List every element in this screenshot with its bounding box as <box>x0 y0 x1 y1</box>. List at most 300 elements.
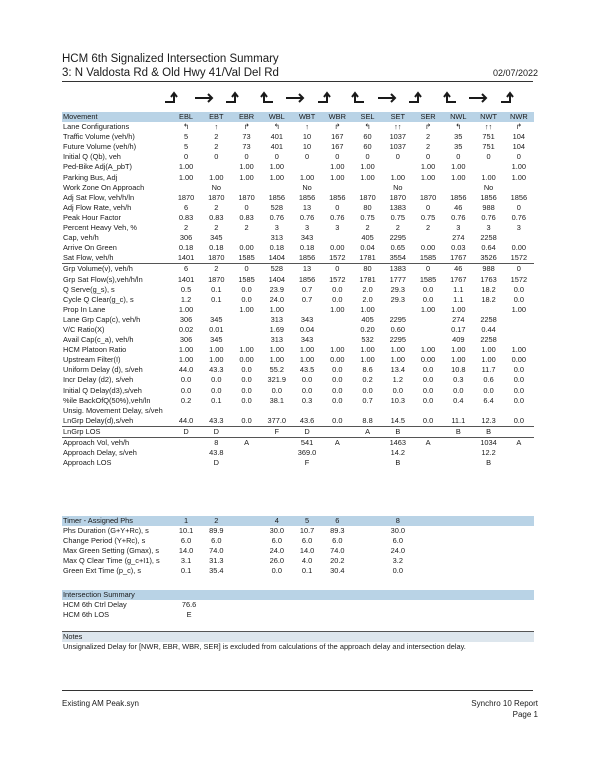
table-cell: 1.00 <box>420 162 436 172</box>
table-cell: 5 <box>183 132 189 142</box>
row-label: Approach LOS <box>63 458 112 468</box>
table-cell: 0.76 <box>481 212 496 222</box>
table-cell: 1.00 <box>360 162 375 172</box>
table-cell: 0.0 <box>211 385 222 395</box>
table-cell: 1.00 <box>390 355 405 365</box>
table-cell: 1.00 <box>390 345 405 355</box>
table-cell <box>201 305 231 315</box>
table-cell: 1.00 <box>299 172 315 182</box>
table-cell: 0.0 <box>513 365 524 375</box>
table-cell <box>352 546 382 556</box>
table-cell: 6.0 <box>301 536 313 546</box>
right-turn-icon <box>496 88 522 108</box>
table-cell: 1.00 <box>390 172 405 182</box>
report-date: 02/07/2022 <box>492 68 538 78</box>
table-cell: 2 <box>214 142 219 152</box>
table-cell: 1463 <box>383 438 413 449</box>
table-row <box>62 458 534 468</box>
through-icon <box>374 88 400 108</box>
table-cell: 3 <box>516 223 521 233</box>
table-cell: 14.5 <box>390 415 405 425</box>
table-cell: 0.76 <box>511 212 527 222</box>
table-cell <box>504 183 534 193</box>
table-cell: 3.2 <box>392 556 403 566</box>
table-cell <box>504 335 534 345</box>
table-cell: 1.00 <box>269 172 284 182</box>
row-label: Approach Vol, veh/h <box>62 438 171 449</box>
table-cell: No <box>393 182 403 192</box>
table-cell: 0.0 <box>453 385 464 395</box>
row-label: Incr Delay (d2), s/veh <box>63 375 134 385</box>
table-cell: 306 <box>179 314 193 324</box>
table-cell <box>413 183 443 193</box>
table-row <box>62 416 534 427</box>
table-cell <box>231 315 261 325</box>
row-label: Initial Q (Qb), veh <box>63 152 121 162</box>
table-cell: 1781 <box>359 274 376 284</box>
table-cell: 0.7 <box>301 294 313 304</box>
table-cell: 274 <box>452 233 465 243</box>
table-cell: 0.0 <box>422 284 434 294</box>
table-cell: A <box>231 438 261 449</box>
table-cell: NWL <box>443 112 473 122</box>
notes-header: Notes <box>62 632 534 643</box>
table-cell: 1767 <box>450 274 467 284</box>
table-cell: 2258 <box>480 314 497 324</box>
row-label: Grp Volume(v), veh/h <box>62 264 171 275</box>
table-cell: 14.2 <box>390 448 405 458</box>
table-cell: No <box>302 182 312 192</box>
table-cell: 2 <box>425 142 431 152</box>
table-cell: 0 <box>395 152 400 162</box>
table-cell: 0.6 <box>483 375 494 385</box>
table-cell: 1.00 <box>269 355 284 365</box>
table-cell: 1 <box>171 516 201 526</box>
table-cell: 0 <box>274 152 279 162</box>
table-cell: 10.8 <box>451 365 466 375</box>
table-cell: 1.00 <box>330 304 345 314</box>
intersection-summary-header-row <box>62 590 534 600</box>
table-cell <box>504 448 534 458</box>
table-cell: 23.9 <box>269 284 284 294</box>
table-row <box>62 253 534 264</box>
table-cell: 2 <box>244 223 249 233</box>
table-cell <box>292 162 322 172</box>
table-cell: 0.0 <box>332 395 343 405</box>
table-cell: 0.04 <box>360 243 375 253</box>
row-label: Ped-Bike Adj(A_pbT) <box>63 162 133 172</box>
table-cell <box>231 406 261 416</box>
table-cell: 1.00 <box>481 345 496 355</box>
table-row <box>62 162 534 172</box>
table-cell: 1.00 <box>239 162 254 172</box>
table-cell: 0.1 <box>211 395 222 405</box>
table-cell: 1572 <box>510 253 528 263</box>
row-label: Parking Bus, Adj <box>63 172 118 182</box>
table-cell: 30.0 <box>390 526 405 536</box>
table-cell: NWR <box>504 112 534 122</box>
table-cell: 6.0 <box>211 536 222 546</box>
table-cell: 0.5 <box>180 284 192 294</box>
row-label: Uniform Delay (d), s/veh <box>63 365 143 375</box>
timer-table <box>62 516 534 577</box>
table-cell <box>473 406 503 416</box>
table-cell: 0 <box>413 264 443 275</box>
table-cell: 1870 <box>238 192 255 202</box>
table-cell: 26.0 <box>269 556 284 566</box>
table-cell <box>262 448 292 458</box>
table-cell <box>292 305 322 315</box>
row-label: Phs Duration (G+Y+Rc), s <box>63 526 149 536</box>
table-cell: 0.0 <box>271 566 282 576</box>
table-cell: 0.04 <box>299 324 315 334</box>
table-cell: 0 <box>304 152 310 162</box>
table-cell: 43.3 <box>209 365 224 375</box>
table-row <box>62 173 534 183</box>
table-cell: 343 <box>300 233 314 243</box>
row-label: Initial Q Delay(d3),s/veh <box>63 385 142 395</box>
table-cell: 1.00 <box>511 304 527 314</box>
table-cell <box>443 516 473 526</box>
table-cell <box>473 536 503 546</box>
table-cell: 0 <box>214 152 219 162</box>
table-cell: 1.2 <box>180 294 192 304</box>
table-row <box>62 448 534 458</box>
table-cell: 2258 <box>480 233 497 243</box>
table-cell: 0.0 <box>241 385 252 395</box>
table-cell: 0.0 <box>392 385 403 395</box>
table-cell: 0.0 <box>241 415 252 425</box>
table-cell: 1.00 <box>420 345 436 355</box>
table-cell: 74.0 <box>330 546 345 556</box>
table-cell: 0.00 <box>330 243 345 253</box>
table-cell <box>413 516 443 526</box>
table-cell: 2.0 <box>362 294 373 304</box>
table-row <box>62 213 534 223</box>
row-label: Lane Configurations <box>63 122 130 132</box>
table-cell: 0.0 <box>362 385 373 395</box>
table-cell: 0.18 <box>299 243 315 253</box>
table-cell <box>413 526 443 536</box>
table-cell: 0.0 <box>332 294 343 304</box>
table-cell: 104 <box>512 132 525 142</box>
table-cell <box>171 458 201 468</box>
table-cell: 10 <box>302 132 312 142</box>
table-cell: D <box>201 426 231 437</box>
table-cell <box>171 406 201 416</box>
table-cell: 1870 <box>359 192 376 202</box>
table-cell <box>504 325 534 335</box>
table-cell: 1870 <box>419 192 437 202</box>
table-cell <box>473 162 503 172</box>
row-label: HCM 6th LOS <box>63 610 110 620</box>
row-label: Approach Delay, s/veh <box>63 448 137 458</box>
table-cell <box>231 183 261 193</box>
table-row <box>62 243 534 253</box>
table-cell: SER <box>413 112 443 122</box>
table-cell: 0.0 <box>332 415 343 425</box>
table-cell: 1.1 <box>453 294 464 304</box>
table-cell: 55.2 <box>269 365 284 375</box>
row-label: Lane Grp Cap(c), veh/h <box>63 314 141 324</box>
table-cell: ↰ <box>182 122 190 132</box>
table-cell: 1.1 <box>453 284 464 294</box>
table-cell: 1.00 <box>360 355 375 365</box>
table-cell: 1.00 <box>360 172 375 182</box>
movement-arrows <box>160 88 536 110</box>
table-cell: 345 <box>210 233 223 243</box>
table-cell: 1856 <box>298 274 316 284</box>
table-cell: 13 <box>302 202 312 212</box>
row-label: Cycle Q Clear(g_c), s <box>63 294 134 304</box>
table-cell: 345 <box>210 335 223 345</box>
table-cell: 0 <box>244 202 249 212</box>
table-cell: 1870 <box>208 274 225 284</box>
table-cell <box>473 526 503 536</box>
table-cell <box>171 448 201 458</box>
table-row <box>62 122 534 132</box>
table-cell: 35 <box>454 142 463 152</box>
table-cell: 18.2 <box>481 294 496 304</box>
table-cell <box>413 233 443 243</box>
table-cell: 0.0 <box>211 375 222 385</box>
table-row <box>62 285 534 295</box>
table-cell: 2 <box>365 223 370 233</box>
table-cell: 0.3 <box>453 375 464 385</box>
row-label: Work Zone On Approach <box>63 182 145 192</box>
table-cell: 0 <box>516 202 521 212</box>
report-title: HCM 6th Signalized Intersection Summary <box>62 53 279 65</box>
table-cell: 313 <box>270 314 283 324</box>
row-label: Unsig. Movement Delay, s/veh <box>63 405 163 415</box>
right-turn-icon <box>160 88 186 108</box>
table-row <box>62 233 534 243</box>
table-cell: 60 <box>363 132 372 142</box>
table-cell: 2 <box>183 223 189 233</box>
table-cell: 0.76 <box>330 212 345 222</box>
table-cell: 1.00 <box>239 304 254 314</box>
table-cell: 0.3 <box>301 395 313 405</box>
table-cell: No <box>211 182 222 192</box>
row-label: Grp Sat Flow(s),veh/h/ln <box>63 274 143 284</box>
table-cell: 35 <box>454 132 463 142</box>
row-label: Max Q Clear Time (g_c+I1), s <box>63 556 160 566</box>
table-cell: 401 <box>270 132 283 142</box>
title-rule <box>62 81 533 82</box>
table-cell: 1.00 <box>178 304 194 314</box>
table-cell: A <box>352 426 382 437</box>
table-cell: 89.9 <box>209 526 224 536</box>
table-row <box>62 193 534 203</box>
through-icon <box>465 88 491 108</box>
row-label: Movement <box>62 112 171 122</box>
table-cell: 20.2 <box>330 556 345 566</box>
table-cell <box>352 516 382 526</box>
table-cell: 0 <box>425 202 431 212</box>
table-cell: D <box>292 426 322 437</box>
table-cell: 343 <box>300 314 314 324</box>
table-cell: F <box>304 458 310 468</box>
table-cell: 1.00 <box>299 345 315 355</box>
table-cell: 30.0 <box>269 526 284 536</box>
table-cell: 0.0 <box>483 385 494 395</box>
table-cell <box>473 556 503 566</box>
table-cell: ↱ <box>334 122 341 132</box>
table-cell <box>504 233 534 243</box>
table-cell: 0.44 <box>481 324 496 334</box>
table-cell: 1383 <box>383 264 413 275</box>
table-cell: 0.1 <box>211 284 222 294</box>
table-cell: 0.00 <box>511 243 527 253</box>
table-cell: 6 <box>183 202 189 212</box>
table-cell <box>413 556 443 566</box>
table-cell <box>262 438 292 449</box>
table-cell: 0.18 <box>178 243 194 253</box>
table-cell: 0.2 <box>362 375 373 385</box>
table-cell <box>443 458 473 468</box>
table-cell: 0 <box>456 152 461 162</box>
table-cell: 0.00 <box>330 355 345 365</box>
table-cell: 6.0 <box>332 536 343 546</box>
timer-row <box>62 566 534 576</box>
table-cell: 0 <box>183 152 189 162</box>
table-cell: ↰ <box>273 122 280 132</box>
table-cell: 1777 <box>389 274 407 284</box>
summary-row <box>62 610 534 620</box>
table-cell: 2258 <box>480 335 497 345</box>
table-cell: 2.0 <box>362 284 373 294</box>
table-row <box>62 438 534 449</box>
table-cell: 0.2 <box>180 395 192 405</box>
table-cell: 0.1 <box>180 566 192 576</box>
table-cell: 1.00 <box>420 172 436 182</box>
table-cell: 0.0 <box>241 395 252 405</box>
table-cell: 80 <box>363 202 372 212</box>
table-cell: 1572 <box>329 253 346 263</box>
table-cell: 0.00 <box>420 243 436 253</box>
table-cell: 3.1 <box>180 556 192 566</box>
table-cell <box>443 556 473 566</box>
table-cell: 1.00 <box>420 304 436 314</box>
table-cell: 2 <box>214 132 219 142</box>
table-cell: 1.00 <box>451 162 466 172</box>
through-icon <box>191 88 217 108</box>
table-cell <box>231 526 261 536</box>
table-cell: 1401 <box>177 253 195 263</box>
table-cell: 43.5 <box>299 365 315 375</box>
table-cell: 1.00 <box>178 345 194 355</box>
footer-report-name: Synchro 10 Report <box>471 699 538 708</box>
table-cell: ↱ <box>424 122 432 132</box>
table-cell: SEL <box>352 112 382 122</box>
footer-filename: Existing AM Peak.syn <box>62 699 139 708</box>
table-cell: 1870 <box>389 192 407 202</box>
table-cell: 12.2 <box>481 448 496 458</box>
table-cell <box>504 546 534 556</box>
table-cell: EBR <box>231 112 261 122</box>
table-cell: 29.3 <box>390 284 405 294</box>
table-cell: 0.00 <box>511 355 527 365</box>
table-cell: E <box>186 610 192 620</box>
table-cell: 0.0 <box>422 395 434 405</box>
table-cell: 30.4 <box>330 566 345 576</box>
table-cell: 10 <box>302 142 312 152</box>
table-cell: 528 <box>270 202 283 212</box>
table-cell <box>383 406 413 416</box>
table-cell: 0.0 <box>241 294 252 304</box>
table-cell <box>322 406 352 416</box>
table-cell: 43.8 <box>209 448 224 458</box>
table-row <box>62 305 534 315</box>
table-cell: 1.00 <box>511 172 527 182</box>
table-cell: 1870 <box>208 192 225 202</box>
table-cell: 1.00 <box>451 355 466 365</box>
table-cell: 1.00 <box>330 162 345 172</box>
row-label: Timer - Assigned Phs <box>62 516 171 526</box>
table-cell: 0.0 <box>332 385 343 395</box>
table-cell: D <box>213 458 219 468</box>
table-cell <box>443 448 473 458</box>
table-row <box>62 396 534 406</box>
table-cell <box>231 448 261 458</box>
table-cell <box>201 162 231 172</box>
table-cell: A <box>504 438 534 449</box>
table-cell: 1.00 <box>239 172 254 182</box>
table-cell: 0.00 <box>239 243 254 253</box>
row-label: Sat Flow, veh/h <box>63 253 114 263</box>
table-cell: 6.0 <box>180 536 192 546</box>
table-cell: 0.0 <box>422 415 434 425</box>
table-cell: 0.0 <box>513 284 524 294</box>
table-cell <box>413 458 443 468</box>
table-cell: D <box>171 426 201 437</box>
table-cell: 1763 <box>480 274 497 284</box>
table-cell: ↱ <box>243 122 250 132</box>
table-cell: A <box>413 438 443 449</box>
timer-row <box>62 546 534 556</box>
table-cell: 0.0 <box>271 385 282 395</box>
timer-row <box>62 526 534 536</box>
table-row <box>62 386 534 396</box>
table-cell: 80 <box>352 264 382 275</box>
table-cell: 0.75 <box>390 212 405 222</box>
table-cell <box>322 448 352 458</box>
table-cell: 0.02 <box>178 324 194 334</box>
table-cell <box>231 335 261 345</box>
table-cell: 1.00 <box>299 355 315 365</box>
table-cell: 532 <box>361 335 374 345</box>
table-cell: A <box>322 438 352 449</box>
table-cell <box>473 305 503 315</box>
row-label: Future Volume (veh/h) <box>63 142 137 152</box>
row-label: Upstream Filter(I) <box>63 355 121 365</box>
table-cell <box>383 162 413 172</box>
table-cell: 0.0 <box>180 375 192 385</box>
table-cell: 8 <box>383 516 413 526</box>
row-label: HCM Platoon Ratio <box>63 345 127 355</box>
table-row <box>62 295 534 305</box>
table-cell: 14.0 <box>299 546 315 556</box>
table-cell: 76.6 <box>181 600 197 610</box>
table-cell <box>504 426 534 437</box>
table-cell: 1034 <box>473 438 503 449</box>
table-cell: ↑ <box>214 122 219 132</box>
table-cell <box>413 536 443 546</box>
table-cell: 0.17 <box>451 324 466 334</box>
table-cell: 1.00 <box>209 172 224 182</box>
table-cell <box>504 406 534 416</box>
table-cell: 0.0 <box>332 365 343 375</box>
